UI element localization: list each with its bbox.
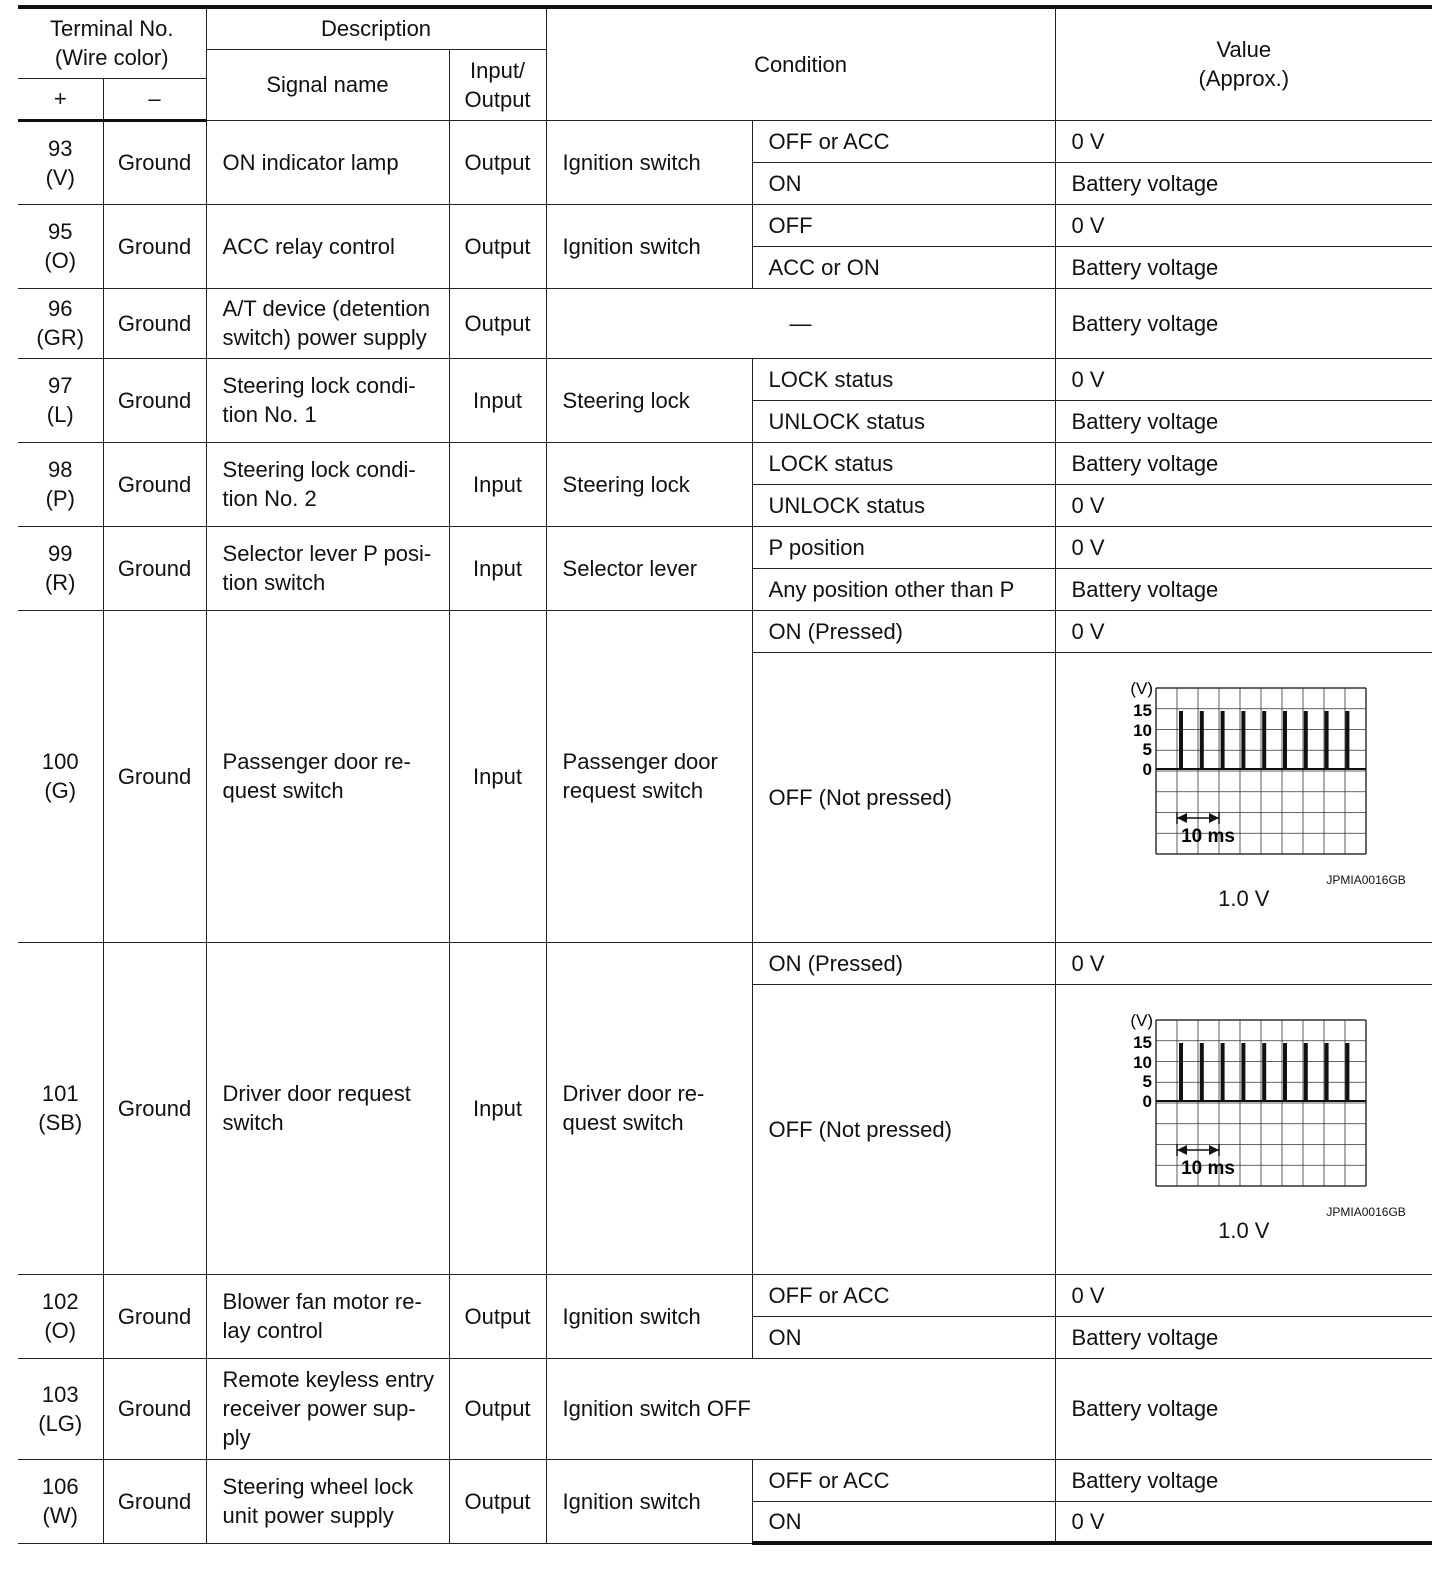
waveform-chart <box>1084 1012 1404 1212</box>
minus-terminal-cell: Ground <box>103 526 206 610</box>
input-output-cell: Output <box>449 1358 546 1459</box>
wire-color: (L) <box>46 402 74 427</box>
signal-name-cell <box>206 942 449 1274</box>
value-header: Value (Approx.) <box>1055 7 1432 120</box>
terminal-number: 100 <box>41 749 79 774</box>
signal-name-line: tion No. 2 <box>222 486 317 511</box>
waveform-y-tick: 10 <box>1132 1053 1152 1072</box>
condition-header: Condition <box>546 7 1055 120</box>
condition-state-cell: ON <box>752 162 1055 204</box>
value-cell: Battery voltage <box>1055 568 1432 610</box>
signal-name-cell <box>206 1459 449 1543</box>
minus-terminal-cell: Ground <box>103 442 206 526</box>
condition-cell: Steering lock <box>546 442 752 526</box>
signal-name-line: switch) power supply <box>222 325 427 350</box>
condition-state-cell: ON (Pressed) <box>752 942 1055 984</box>
value-cell: 0 V <box>1055 610 1432 652</box>
input-output-cell: Input <box>449 442 546 526</box>
terminal-number: 97 <box>48 373 73 398</box>
signal-name-cell <box>206 442 449 526</box>
condition-cell: — <box>546 288 1055 358</box>
terminal-cell <box>18 942 103 1274</box>
value-cell: 0 V <box>1055 120 1432 162</box>
signal-name-cell <box>206 526 449 610</box>
input-output-cell: Output <box>449 120 546 204</box>
signal-name-line: tion switch <box>222 570 326 595</box>
condition-cell: Ignition switch <box>546 120 752 204</box>
condition-state-cell: ON <box>752 1501 1055 1543</box>
minus-header: – <box>103 78 206 120</box>
terminal-number: 106 <box>41 1474 79 1499</box>
table-row <box>18 610 1432 652</box>
signal-name-line: Blower fan motor re- <box>222 1289 422 1314</box>
value-cell: 0 V <box>1055 942 1432 984</box>
time-marker-arrow <box>1177 1145 1187 1155</box>
signal-name-line: A/T device (detention <box>222 296 431 321</box>
waveform-value: 1.0 V <box>1218 886 1270 911</box>
wire-color: (O) <box>44 1318 77 1343</box>
terminal-number: 95 <box>48 219 73 244</box>
terminal-number: 98 <box>48 457 73 482</box>
wire-color: (O) <box>44 248 77 273</box>
signal-name-line: Steering lock condi- <box>222 373 416 398</box>
condition-state-cell: OFF or ACC <box>752 120 1055 162</box>
terminal-cell <box>18 610 103 942</box>
figure-code: JPMIA0016GB <box>1326 873 1406 887</box>
waveform-y-tick: 15 <box>1132 701 1152 720</box>
input-output-cell: Output <box>449 1459 546 1543</box>
condition-state-cell: UNLOCK status <box>752 400 1055 442</box>
table-row <box>18 526 1432 568</box>
waveform-y-tick: 15 <box>1132 1033 1152 1052</box>
minus-terminal-cell: Ground <box>103 1358 206 1459</box>
signal-name-line: ON indicator lamp <box>222 149 399 175</box>
condition-state-cell: ON <box>752 1316 1055 1358</box>
description-header: Description <box>206 7 546 49</box>
signal-name-line: switch <box>222 1110 284 1135</box>
value-cell: Battery voltage <box>1055 442 1432 484</box>
table-row <box>18 1358 1432 1459</box>
condition-line: request switch <box>562 778 704 803</box>
waveform-y-tick: 10 <box>1132 721 1152 740</box>
value-cell: Battery voltage <box>1055 1358 1432 1459</box>
time-marker-arrow <box>1209 1145 1219 1155</box>
terminal-number: 101 <box>41 1081 79 1106</box>
terminal-cell <box>18 288 103 358</box>
condition-cell: Selector lever <box>546 526 752 610</box>
terminal-number: 96 <box>48 296 73 321</box>
input-output-cell: Output <box>449 288 546 358</box>
condition-cell: Ignition switch OFF <box>546 1358 1055 1459</box>
input-output-cell: Input <box>449 526 546 610</box>
value-cell: Battery voltage <box>1055 400 1432 442</box>
signal-name-header: Signal name <box>206 49 449 120</box>
signal-name-line: Passenger door re- <box>222 749 411 774</box>
value-cell: 0 V <box>1055 484 1432 526</box>
terminal-cell <box>18 204 103 288</box>
waveform-value: 1.0 V <box>1218 1218 1270 1243</box>
condition-state-cell: OFF or ACC <box>752 1274 1055 1316</box>
table-header <box>18 7 1432 120</box>
condition-state-cell: OFF (Not pressed) <box>752 652 1055 942</box>
signal-name-line: receiver power sup- <box>222 1396 416 1421</box>
terminal-number: 102 <box>41 1289 79 1314</box>
time-marker-arrow <box>1177 813 1187 823</box>
wire-color: (R) <box>44 570 76 595</box>
wire-color: (P) <box>45 486 75 511</box>
signal-name-line: ACC relay control <box>222 233 395 259</box>
value-cell: 0 V <box>1055 526 1432 568</box>
minus-terminal-cell: Ground <box>103 288 206 358</box>
input-output-cell: Input <box>449 610 546 942</box>
signal-name-cell <box>206 288 449 358</box>
minus-terminal-cell: Ground <box>103 1274 206 1358</box>
condition-state-cell: LOCK status <box>752 358 1055 400</box>
wire-color: (SB) <box>38 1110 83 1135</box>
signal-name-cell <box>206 358 449 442</box>
table-row <box>18 288 1432 358</box>
minus-terminal-cell: Ground <box>103 204 206 288</box>
terminal-no-header: Terminal No. (Wire color) <box>18 7 206 78</box>
table-body <box>18 120 1432 1543</box>
signal-name-line: Driver door request <box>222 1081 411 1106</box>
signal-name-line: Remote keyless entry <box>222 1367 435 1392</box>
waveform-cell <box>1055 984 1432 1274</box>
condition-state-cell: OFF or ACC <box>752 1459 1055 1501</box>
minus-terminal-cell: Ground <box>103 942 206 1274</box>
input-output-cell: Input <box>449 942 546 1274</box>
value-cell: 0 V <box>1055 358 1432 400</box>
waveform-cell <box>1055 652 1432 942</box>
value-cell: 0 V <box>1055 1501 1432 1543</box>
value-cell: Battery voltage <box>1055 1459 1432 1501</box>
plus-header: + <box>18 78 103 120</box>
condition-cell <box>546 610 752 942</box>
signal-name-line: unit power supply <box>222 1503 394 1528</box>
waveform-y-tick: 5 <box>1142 1072 1152 1091</box>
terminal-number: 93 <box>48 135 73 161</box>
signal-name-cell <box>206 204 449 288</box>
waveform-time-label: 10 ms <box>1180 826 1235 847</box>
terminal-cell <box>18 526 103 610</box>
value-cell: Battery voltage <box>1055 162 1432 204</box>
table-row <box>18 942 1432 984</box>
table-row <box>18 442 1432 484</box>
signal-name-cell <box>206 610 449 942</box>
condition-cell: Ignition switch <box>546 204 752 288</box>
figure-code: JPMIA0016GB <box>1326 1205 1406 1219</box>
minus-terminal-cell: Ground <box>103 610 206 942</box>
signal-name-line: Steering lock condi- <box>222 457 416 482</box>
condition-state-cell: LOCK status <box>752 442 1055 484</box>
signal-name-line: Steering wheel lock <box>222 1474 414 1499</box>
minus-terminal-cell: Ground <box>103 358 206 442</box>
wire-color: (V) <box>45 164 75 190</box>
value-cell: Battery voltage <box>1055 1316 1432 1358</box>
signal-name-line: tion No. 1 <box>222 402 317 427</box>
value-cell: Battery voltage <box>1055 246 1432 288</box>
table-row <box>18 358 1432 400</box>
condition-state-cell: ON (Pressed) <box>752 610 1055 652</box>
terminal-cell <box>18 120 103 204</box>
signal-name-line: ply <box>222 1425 251 1450</box>
condition-line: Driver door re- <box>562 1081 705 1106</box>
condition-cell <box>546 942 752 1274</box>
terminal-cell <box>18 1274 103 1358</box>
signal-name-cell <box>206 1274 449 1358</box>
terminal-number: 99 <box>48 541 73 566</box>
waveform-unit: (V) <box>1130 1012 1153 1030</box>
waveform-chart <box>1084 680 1404 880</box>
condition-cell: Steering lock <box>546 358 752 442</box>
value-cell: Battery voltage <box>1055 288 1432 358</box>
waveform-unit: (V) <box>1130 680 1153 698</box>
table-row <box>18 1274 1432 1316</box>
signal-name-cell <box>206 1358 449 1459</box>
wire-color: (W) <box>42 1503 78 1528</box>
waveform-y-tick: 0 <box>1142 1092 1152 1111</box>
terminal-cell <box>18 358 103 442</box>
wire-color: (LG) <box>38 1410 83 1436</box>
waveform-figure <box>1084 1012 1404 1248</box>
condition-line: Passenger door <box>562 749 718 774</box>
terminal-table <box>18 5 1432 1545</box>
signal-name-cell <box>206 120 449 204</box>
value-cell: 0 V <box>1055 204 1432 246</box>
signal-name-line: lay control <box>222 1318 323 1343</box>
minus-terminal-cell: Ground <box>103 1459 206 1543</box>
condition-state-cell: OFF (Not pressed) <box>752 984 1055 1274</box>
condition-state-cell: P position <box>752 526 1055 568</box>
minus-terminal-cell: Ground <box>103 120 206 204</box>
condition-state-cell: UNLOCK status <box>752 484 1055 526</box>
input-output-cell: Output <box>449 1274 546 1358</box>
table-row <box>18 204 1432 246</box>
wire-color: (G) <box>44 778 77 803</box>
input-output-cell: Input <box>449 358 546 442</box>
condition-state-cell: OFF <box>752 204 1055 246</box>
input-output-cell: Output <box>449 204 546 288</box>
waveform-time-label: 10 ms <box>1180 1158 1235 1179</box>
condition-state-cell: Any position other than P <box>752 568 1055 610</box>
signal-name-line: Selector lever P posi- <box>222 541 432 566</box>
terminal-cell <box>18 442 103 526</box>
table-row <box>18 120 1432 162</box>
condition-cell: Ignition switch <box>546 1459 752 1543</box>
terminal-number: 103 <box>41 1381 79 1407</box>
waveform-figure <box>1084 680 1404 916</box>
terminal-cell <box>18 1358 103 1459</box>
condition-line: quest switch <box>562 1110 684 1135</box>
table-row <box>18 1459 1432 1501</box>
condition-state-cell: ACC or ON <box>752 246 1055 288</box>
input-output-header: Input/ Output <box>449 49 546 120</box>
time-marker-arrow <box>1209 813 1219 823</box>
signal-name-line: quest switch <box>222 778 344 803</box>
condition-cell: Ignition switch <box>546 1274 752 1358</box>
value-cell: 0 V <box>1055 1274 1432 1316</box>
waveform-y-tick: 5 <box>1142 740 1152 759</box>
waveform-y-tick: 0 <box>1142 760 1152 779</box>
terminal-cell <box>18 1459 103 1543</box>
wire-color: (GR) <box>36 325 85 350</box>
